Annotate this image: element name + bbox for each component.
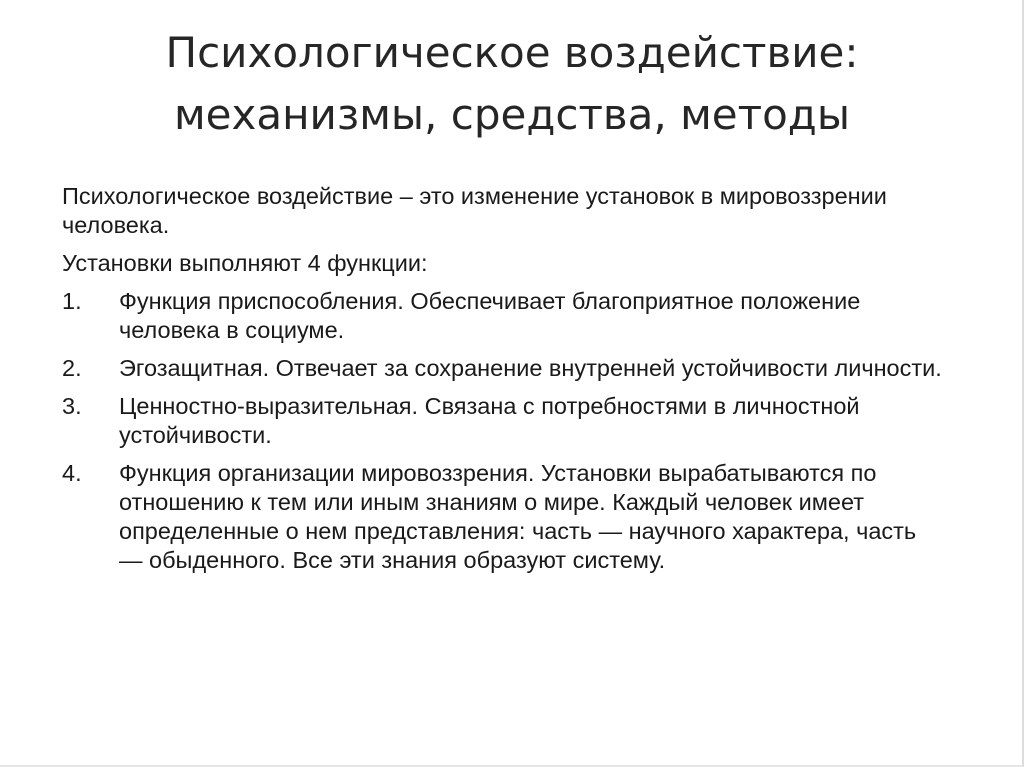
list-item-text: Функция приспособления. Обеспечивает благоприятное положение человека в социуме. — [119, 288, 861, 343]
slide-body — [62, 182, 942, 584]
list-item — [62, 354, 942, 383]
slide-title-line-2: механизмы, средства, методы — [173, 90, 851, 139]
list-item — [62, 392, 942, 450]
list-item-text: Функция организации мировоззрения. Установки вырабатываются по отношению к тем или иным знаниям о мире. Каждый человек имеет определенные о нем представления: часть — научного характера, часть — обыденного. Все эти знания образуют систему. — [119, 460, 917, 573]
definition-paragraph: Психологическое воздействие – это изменение установок в мировоззрении человека. — [62, 183, 887, 238]
list-item-number: 2. — [62, 355, 82, 381]
list-item-text: Ценностно-выразительная. Связана с потребностями в личностной устойчивости. — [119, 393, 860, 448]
list-item-text: Эгозащитная. Отвечает за сохранение внутренней устойчивости личности. — [119, 355, 942, 381]
slide-title-line-1: Психологическое воздействие: — [165, 28, 859, 77]
list-item-number: 3. — [62, 393, 82, 419]
list-item-number: 4. — [62, 460, 82, 486]
list-item — [62, 287, 942, 345]
list-item-number: 1. — [62, 288, 82, 314]
functions-intro-paragraph: Установки выполняют 4 функции: — [62, 250, 428, 276]
list-item — [62, 459, 942, 575]
slide-title — [60, 22, 964, 146]
